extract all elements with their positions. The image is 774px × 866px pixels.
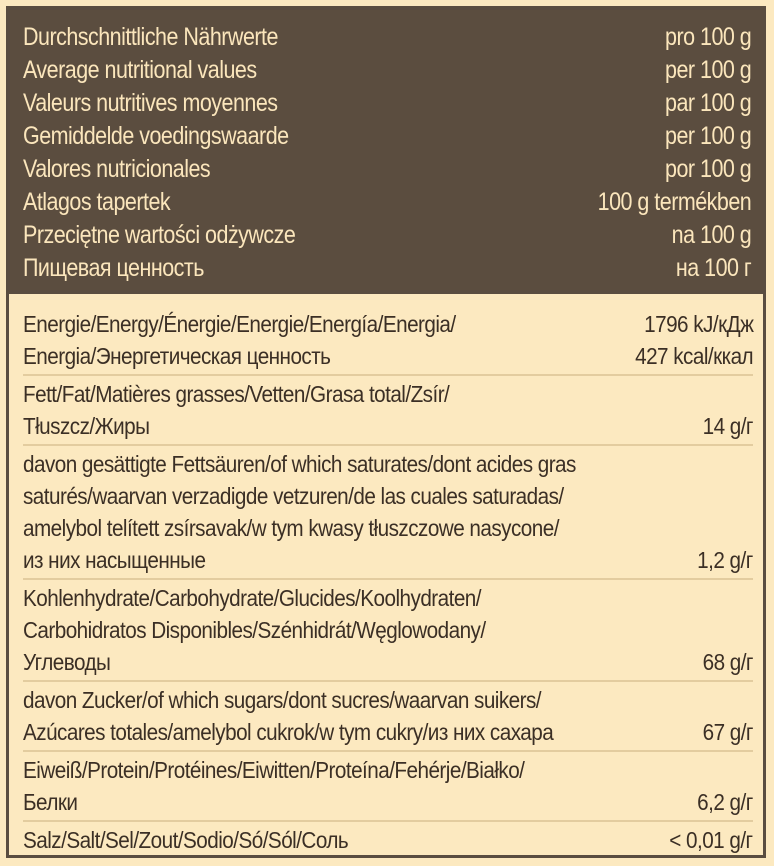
header-unit: на 100 г [675, 254, 752, 282]
nutrient-value: 6,2 g/г [697, 789, 753, 815]
nutrient-value: 1796 kJ/кДж [643, 311, 753, 337]
header-unit: por 100 g [665, 155, 752, 183]
header-row [23, 153, 751, 186]
header-label: Gemiddelde voedingswaarde [23, 122, 289, 150]
nutrient-list [9, 294, 763, 858]
nutrient-name: Fett/Fat/Matières grasses/Vetten/Grasa total/Zsír/ Tłuszcz/Жиры [23, 381, 450, 439]
nutrient-value: 68 g/г [702, 649, 753, 675]
header-row [23, 54, 751, 87]
table-header [9, 9, 763, 291]
header-unit: per 100 g [665, 122, 752, 150]
nutrient-name: Kohlenhydrate/Carbohydrate/Glucides/Koolhydraten/ Carbohidratos Disponibles/Szénhidrát/Węglowodany/ Углеводы [23, 585, 486, 675]
nutrient-row-sugars [23, 684, 753, 752]
header-label: Average nutritional values [23, 56, 257, 84]
header-label: Przeciętne wartości odżywcze [23, 221, 296, 249]
nutrient-value: 1,2 g/г [697, 547, 753, 573]
header-label: Valeurs nutritives moyennes [23, 89, 278, 117]
header-row [23, 252, 751, 285]
nutrient-name: Eiweiß/Protein/Protéines/Eiwitten/Proteína/Fehérje/Białko/ Белки [23, 757, 525, 815]
nutrient-row-carbohydrate [23, 582, 753, 682]
nutrient-row-fat [23, 378, 753, 446]
header-row [23, 21, 751, 54]
header-label: Atlagos tapertek [23, 188, 171, 216]
header-label: Valores nutricionales [23, 155, 211, 183]
header-unit: pro 100 g [665, 23, 752, 51]
nutrient-name: Energie/Energy/Énergie/Energie/Energía/Energia/ Energia/Энергетическая ценность [23, 311, 456, 369]
nutrient-name: davon Zucker/of which sugars/dont sucres/waarvan suikers/ Azúcares totales/amelybol cukrok/w tym cukry/из них сахара [23, 687, 554, 745]
header-row [23, 219, 751, 252]
header-row [23, 87, 751, 120]
nutrient-value: 67 g/г [702, 719, 753, 745]
header-row [23, 120, 751, 153]
nutrient-values [622, 308, 753, 372]
header-label: Пищевая ценность [23, 254, 204, 282]
header-unit: na 100 g [671, 221, 752, 249]
nutrient-row-energy [23, 308, 753, 376]
header-label: Durchschnittliche Nährwerte [23, 23, 278, 51]
nutrient-row-saturates [23, 448, 753, 580]
nutrient-name: davon gesättigte Fettsäuren/of which saturates/dont acides gras saturés/waarvan verzadigde vetzuren/de las cuales saturadas/ amelybol telített zsírsavak/w tym kwasy tłuszczowe nasycone/ из них насыщенные [23, 451, 576, 573]
nutrient-name: Salz/Salt/Sel/Zout/Sodio/Só/Sól/Соль [23, 827, 349, 853]
nutrition-table [6, 6, 766, 858]
nutrient-row-protein [23, 754, 753, 822]
nutrient-row-salt [23, 824, 753, 858]
header-unit: 100 g termékben [597, 188, 752, 216]
nutrient-value: 427 kcal/ккал [635, 343, 753, 369]
header-row [23, 186, 751, 219]
nutrient-value: 14 g/г [702, 413, 753, 439]
header-unit: per 100 g [665, 56, 752, 84]
header-unit: par 100 g [665, 89, 752, 117]
nutrient-value: < 0,01 g/г [669, 827, 753, 853]
